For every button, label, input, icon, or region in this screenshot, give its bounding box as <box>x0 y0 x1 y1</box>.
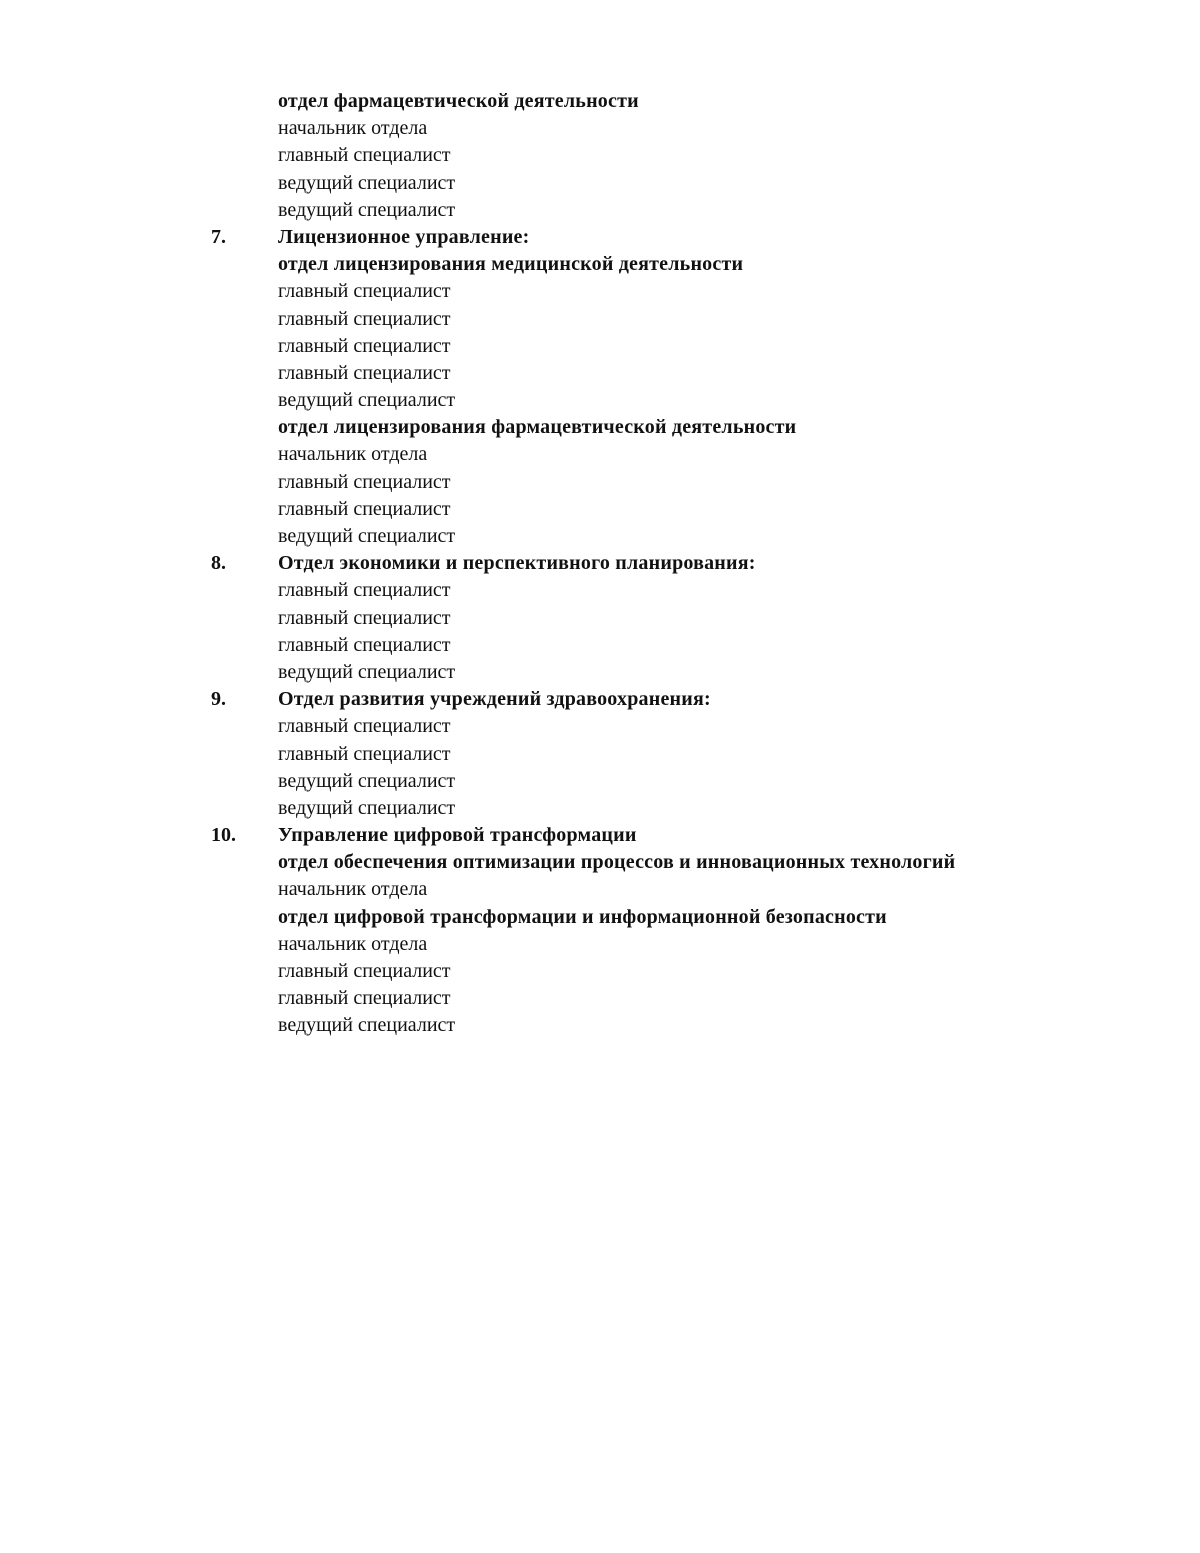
position-row <box>211 577 1111 604</box>
position-title: начальник отдела <box>278 117 428 140</box>
position-row <box>211 496 1111 523</box>
position-title: главный специалист <box>278 606 451 629</box>
position-row <box>211 795 1111 822</box>
position-title: ведущий специалист <box>278 796 456 819</box>
position-title: главный специалист <box>278 960 451 982</box>
position-row <box>211 278 1111 305</box>
section-heading-row <box>211 686 1111 713</box>
position-title: ведущий специалист <box>278 389 456 412</box>
position-row <box>211 360 1111 387</box>
department-heading-row <box>211 251 1111 278</box>
department-title: отдел лицензирования фармацевтической деятельности <box>278 416 797 439</box>
position-row <box>211 632 1111 659</box>
department-heading-row <box>211 414 1111 441</box>
department-heading-row <box>211 849 1111 876</box>
position-row <box>211 985 1111 1012</box>
position-title: ведущий специалист <box>278 769 456 792</box>
position-row <box>211 605 1111 632</box>
position-title: начальник отдела <box>278 932 428 955</box>
position-row <box>211 387 1111 414</box>
position-title: главный специалист <box>278 987 451 1010</box>
position-row <box>211 142 1111 169</box>
position-row <box>211 958 1111 985</box>
position-title: главный специалист <box>278 280 451 303</box>
section-number: 8. <box>211 552 226 575</box>
position-row <box>211 931 1111 958</box>
position-title: начальник отдела <box>278 878 428 901</box>
section-number: 7. <box>211 225 226 248</box>
position-row <box>211 441 1111 468</box>
position-title: главный специалист <box>278 334 451 357</box>
position-row <box>211 876 1111 903</box>
section-title: Лицензионное управление: <box>278 225 530 248</box>
staff-list <box>211 88 1111 1040</box>
department-title: отдел цифровой трансформации и информационной безопасности <box>278 905 887 928</box>
position-row <box>211 333 1111 360</box>
position-title: главный специалист <box>278 742 451 765</box>
position-title: ведущий специалист <box>278 171 456 194</box>
position-row <box>211 713 1111 740</box>
position-title: главный специалист <box>278 497 451 520</box>
position-title: начальник отдела <box>278 443 428 466</box>
position-row <box>211 306 1111 333</box>
position-title: главный специалист <box>278 470 451 493</box>
position-title: главный специалист <box>278 715 451 738</box>
position-title: главный специалист <box>278 579 451 602</box>
position-row <box>211 768 1111 795</box>
department-heading-row <box>211 904 1111 931</box>
section-number: 10. <box>211 824 236 847</box>
position-title: ведущий специалист <box>278 525 456 547</box>
section-title: Отдел развития учреждений здравоохранения: <box>278 688 711 711</box>
position-title: главный специалист <box>278 307 451 330</box>
position-row <box>211 170 1111 197</box>
section-title: Управление цифровой трансформации <box>278 824 637 847</box>
position-row <box>211 523 1111 550</box>
section-number: 9. <box>211 688 226 711</box>
section-title: Отдел экономики и перспективного планирования: <box>278 552 756 575</box>
position-row <box>211 197 1111 224</box>
section-heading-row <box>211 550 1111 577</box>
position-title: главный специалист <box>278 633 451 656</box>
position-row <box>211 115 1111 142</box>
position-title: ведущий специалист <box>278 660 456 683</box>
section-heading-row <box>211 822 1111 849</box>
department-title: отдел обеспечения оптимизации процессов и инновационных технологий <box>278 851 956 874</box>
position-title: главный специалист <box>278 361 451 384</box>
section-heading-row <box>211 224 1111 251</box>
position-title: главный специалист <box>278 144 451 167</box>
department-heading-row <box>211 88 1111 115</box>
position-row <box>211 659 1111 686</box>
position-title: ведущий специалист <box>278 1014 456 1037</box>
department-title: отдел фармацевтической деятельности <box>278 90 639 112</box>
position-row <box>211 1012 1111 1039</box>
position-row <box>211 469 1111 496</box>
position-title: ведущий специалист <box>278 198 456 221</box>
department-title: отдел лицензирования медицинской деятельности <box>278 253 744 276</box>
position-row <box>211 741 1111 768</box>
